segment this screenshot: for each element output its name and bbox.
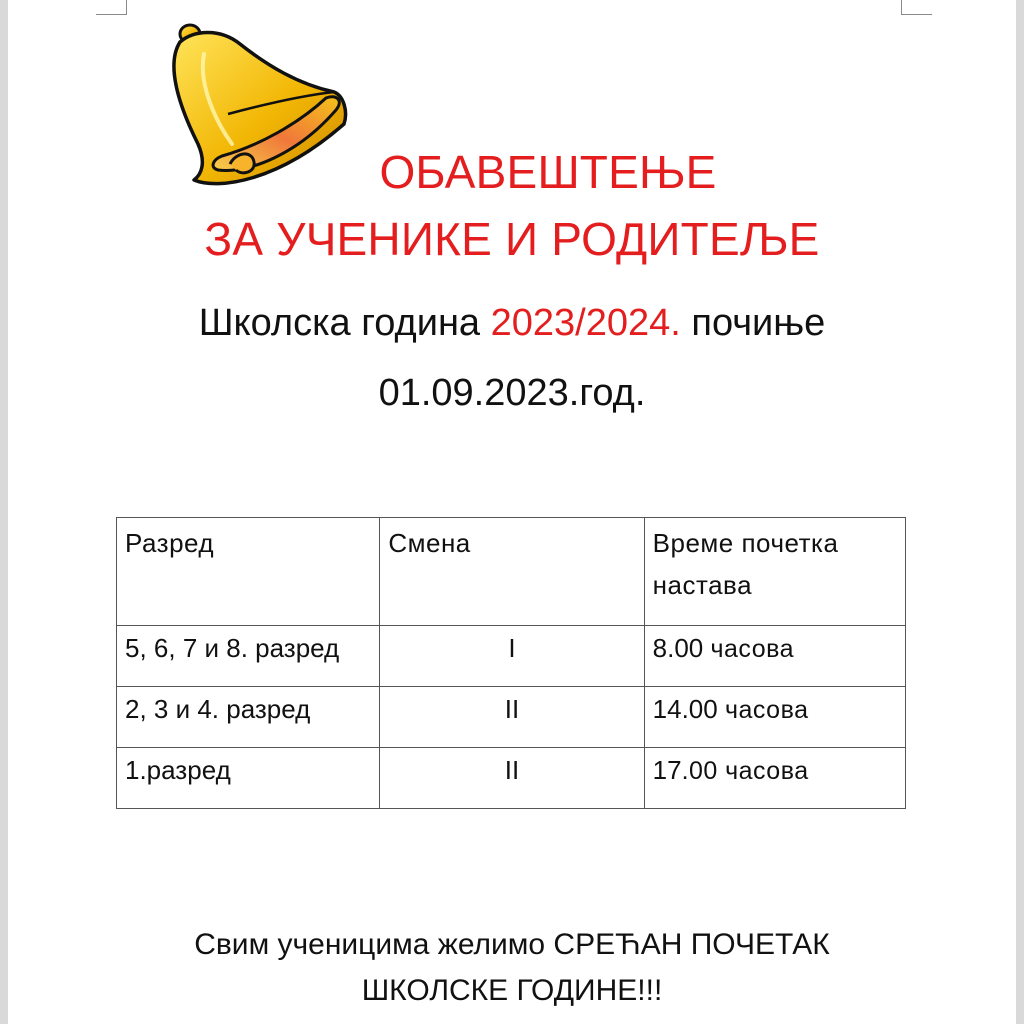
header-start-time: Време почетка настава	[644, 518, 905, 626]
table-row	[117, 748, 906, 809]
time-value-hours: 17	[652, 755, 682, 785]
shift-cell: II	[380, 687, 644, 748]
time-unit: часова	[724, 696, 809, 724]
time-value-minutes: .00	[681, 757, 718, 785]
school-year-intro: Школска година	[198, 302, 491, 344]
document-page	[8, 0, 1016, 1024]
start-date: 01.09.2023.год.	[378, 372, 646, 414]
notice-title-line2: ЗА УЧЕНИКЕ И РОДИТЕЉЕ	[204, 213, 820, 265]
school-year-line	[8, 302, 1016, 345]
header-grade: Разред	[117, 518, 380, 626]
shift-cell: II	[380, 748, 644, 809]
schedule-table	[116, 517, 906, 809]
notice-title-line1: ОБАВЕШТЕЊЕ	[379, 146, 717, 198]
school-year-value: 2023/2024.	[490, 302, 681, 344]
time-value: 8.00	[652, 633, 704, 663]
time-unit: часова	[710, 635, 795, 663]
time-cell	[644, 687, 905, 748]
time-value: 14.00	[652, 694, 718, 724]
header-shift: Смена	[380, 518, 644, 626]
shift-cell: I	[380, 626, 644, 687]
margin-corner-right	[901, 0, 932, 15]
closing-line2: ШКОЛСКЕ ГОДИНЕ!!!	[361, 974, 663, 1007]
grade-cell: 5, 6, 7 и 8. разред	[117, 626, 380, 687]
table-row	[117, 687, 906, 748]
grade-cell: 2, 3 и 4. разред	[117, 687, 380, 748]
time-unit: часова	[725, 757, 809, 785]
school-year-outro: почиње	[680, 302, 826, 344]
table-row	[117, 626, 906, 687]
margin-corner-left	[96, 0, 127, 15]
time-cell	[644, 748, 905, 809]
closing-line1: Свим ученицима желимо СРЕЋАН ПОЧЕТАК	[194, 928, 830, 961]
table-header-row	[117, 518, 906, 626]
grade-cell: 1.разред	[117, 748, 380, 809]
time-cell	[644, 626, 905, 687]
